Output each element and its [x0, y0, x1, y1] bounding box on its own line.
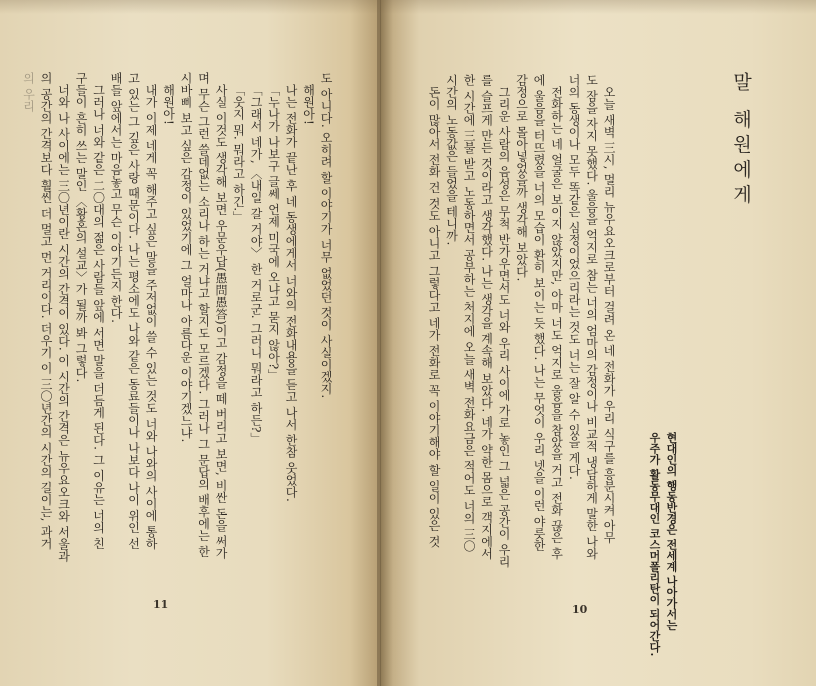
text-line: 「웃지 뭐. 뭐라고 하긴.」 [231, 84, 246, 224]
book-gutter [377, 0, 381, 686]
text-line: 「누나가 나보구 글쎄 언제 미국에 오냐고 묻지 않아?」 [266, 84, 281, 382]
chapter-title: 말 해원에게 [730, 72, 752, 210]
chapter-subtitle [646, 432, 680, 677]
text-line: 내가 이제 네게 꼭 해주고 싶은 말을 주저없이 쓸 수 있는 것도 너와 나와의 사이에 통하 [144, 84, 158, 550]
left-page-body [19, 72, 334, 620]
right-page-body [424, 74, 617, 604]
text-line: 감정으로 몰아넣었을까 생각해 보았다. [514, 74, 529, 282]
text-line: 「그래서 네가, 〈내일 갈 거야〉 한 거로군. 그러니 뭐라고 하든?」 [249, 84, 263, 445]
text-line-cut-off: 의 우리 [21, 72, 36, 112]
text-line: 시바삐 보고 싶은 감정이 있었기에 그 얼마나 아름다운 이야기겠느냐. [179, 72, 193, 443]
page-number-right: 10 [572, 603, 588, 616]
text-line: 의 공간의 간격보다 훨씬 더 멀고 먼 거리이다. 더우기 이 三〇년간의 시간의 길이는, 과거 [39, 72, 53, 550]
text-line: 도 잠을 자지 못했다. 울음을 억지로 참는 너의 엄마의 감정이나 비교적 냉담하게 말한 나와 [584, 74, 599, 560]
text-line: 배들 앞에서는 마음놓고 무슨 이야기든지 한다. [109, 72, 123, 323]
subtitle-line: 현대인의 행동반경은 전세계 나아가서는 [665, 432, 678, 631]
subtitle-line: 우주가 활동무대인 코스머폴리탄이 되어간다. [648, 432, 661, 657]
text-line: 전화하는 네 얼굴은 보이지 않았지만, 아마 너도 억지로 울음을 참았을 거고 전화 끊은 후 [549, 86, 564, 560]
text-line: 시간의 노동값은 들었을 테니까. [444, 74, 459, 246]
text-line: 사실 이것도 생각해 보면 우문우답(愚問愚答)이고 감정을 떼 버리고 보면, 비싼 돈을 써가 [214, 84, 228, 560]
text-line: 도 아니다. 오히려 할 이야기가 너무 없었던 것이 사실이겠지. [319, 72, 333, 399]
text-line: 나는 전화가 끝난 후 네 동생에게서 너와의 전화내용을 듣고 나서 한참 웃었다. [284, 84, 298, 502]
text-line: 한 시간에 三불 받고 노동하면서 공부하는 처지에 오늘 새벽 전화요금은 적어도 너의 三〇 [462, 74, 476, 552]
text-line: 에 울음을 터뜨렸을 너의 모습이 환히 보이는 듯 했다. 나는 무엇이 우리 넷을 이런 야릇한 [532, 74, 546, 552]
text-line: 구들이 흔히 쓰는 말인 〈황혼의 설교〉가 될까 봐 그렇다. [74, 72, 88, 383]
scan-shadow [0, 0, 816, 14]
text-line: 그리운 사람의 음성은 무척 반가우면서도 너와 우리 사이에 가로 놓인 그 넓은 공간이 우리 [497, 86, 511, 568]
text-line: 너와 나 사이에는 三〇년이란 시간의 간격이 있다. 이 시간의 간격은 뉴우요오크와 서울과 [56, 84, 71, 562]
text-line: 를 슬프게 만든 것이라고 생각했다. 나는 생각을 계속해 보았다. 네가 약한 몸으로 객지에서 [479, 74, 494, 560]
text-line: 며 무슨 그런 쓸데없는 소리나 하는 거냐고 할지도 모르겠다. 그러나 그 문답의 배후에는 한 [196, 72, 211, 558]
text-line: 해원아! [301, 84, 316, 125]
page-number-left: 11 [153, 598, 169, 611]
text-line: 돈이 많아서 전화 건 것도 아니고 그렇다고 네가 전화로 꼭 이야기해야 할 일이 있은 것 [427, 86, 441, 548]
text-line: 오늘 새벽 三시, 멀리 뉴우요오크로부터 걸려 온 네 전화가 우리 식구를 흥분시켜 아무 [602, 86, 616, 544]
text-line: 너의 동생이나 모두 똑같은 심정이었으리라는 것도 너는 잘 알 수 있을 게다. [567, 74, 581, 480]
text-line: 그러나 너와 같은 二〇대의 젊은 사람들 앞에 서면 말을 더듬게 된다. 그 이유는 너의 친 [91, 84, 106, 550]
text-line: 고 있는 그 깊은 사랑 때문이다. 나는 평소에도 나와 같은 동료들이나 나보다 나이 위인 선 [126, 72, 141, 550]
text-line: 해원아! [161, 84, 176, 125]
